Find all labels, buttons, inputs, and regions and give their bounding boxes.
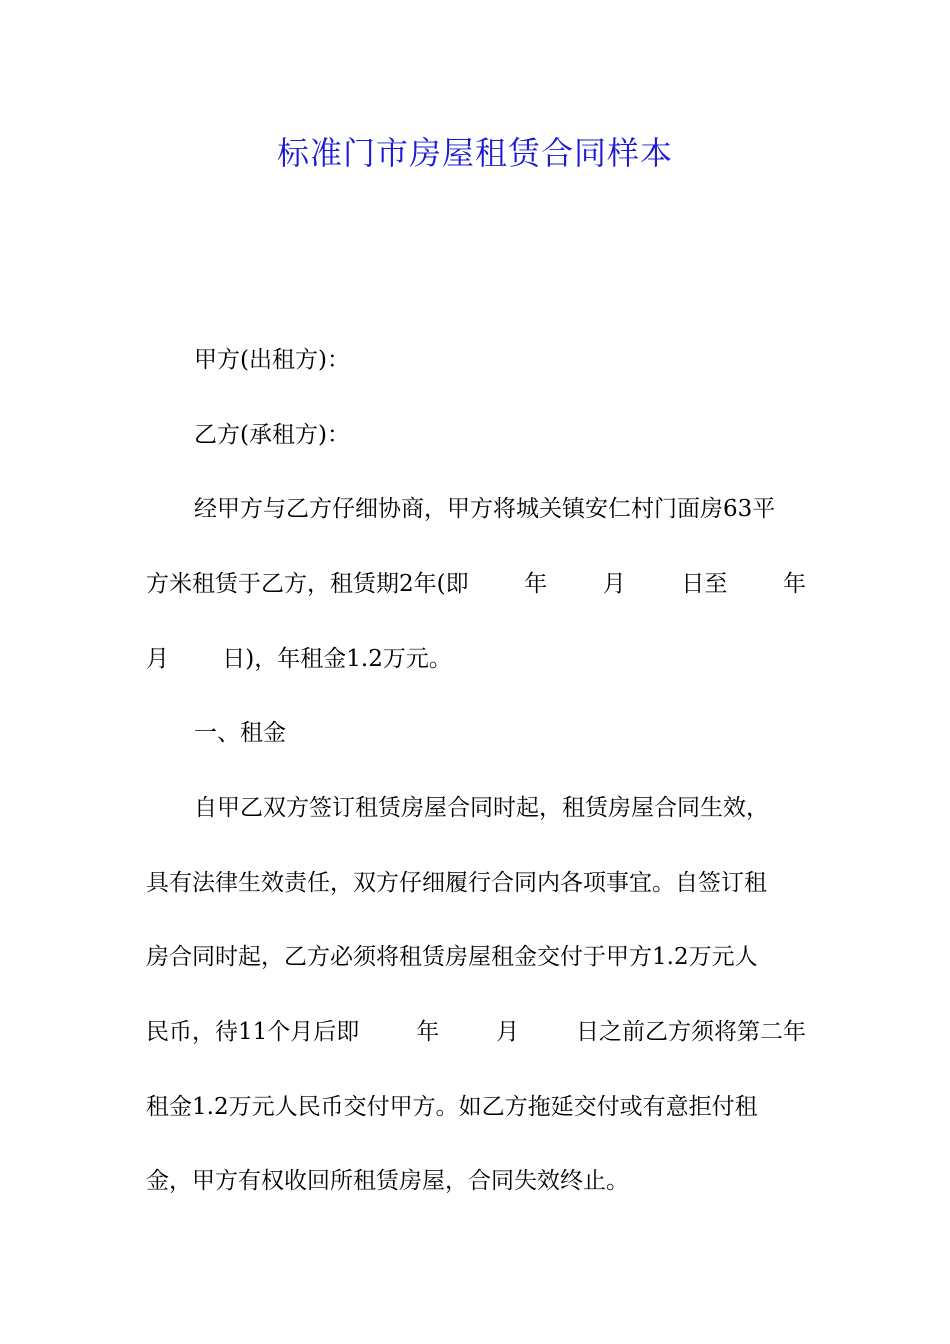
party-a-line: 甲方(出租方)： (194, 347, 350, 373)
intro-line-2-part: 日至 (681, 571, 728, 597)
intro-line-2-part: 月 (602, 571, 626, 597)
section-1-line-2: 具有法律生效责任，双方仔细履行合同内各项事宜。自签订租 (146, 870, 767, 896)
section-1-line-4-part: 年 (416, 1019, 440, 1045)
document-title: 标准门市房屋租赁合同样本 (276, 134, 673, 172)
section-1-line-1: 自甲乙双方签订租赁房屋合同时起，租赁房屋合同生效， (194, 795, 769, 821)
intro-line-2-part: 年 (524, 571, 548, 597)
intro-line-1: 经甲方与乙方仔细协商，甲方将城关镇安仁村门面房63平 (194, 496, 776, 522)
section-1-line-4-part: 月 (496, 1019, 520, 1045)
party-b-line: 乙方(承租方)： (194, 422, 350, 448)
section-1-line-4-part: 日之前乙方须将第二年 (576, 1019, 806, 1045)
section-1-line-4 (146, 1012, 806, 1052)
section-1-line-6: 金，甲方有权收回所租赁房屋，合同失效终止。 (146, 1168, 629, 1194)
intro-line-2-part: 方米租赁于乙方，租赁期2年(即 (146, 571, 469, 597)
intro-line-2 (146, 564, 806, 604)
section-1-line-4-part: 民币，待11个月后即 (146, 1019, 360, 1045)
section-1-line-5: 租金1.2万元人民币交付甲方。如乙方拖延交付或有意拒付租 (146, 1094, 758, 1120)
intro-line-3: 月 日)，年租金1.2万元。 (146, 646, 452, 672)
section-1-line-3: 房合同时起，乙方必须将租赁房屋租金交付于甲方1.2万元人 (146, 944, 758, 970)
section-1-heading: 一、租金 (194, 720, 286, 746)
intro-line-2-part: 年 (782, 571, 806, 597)
